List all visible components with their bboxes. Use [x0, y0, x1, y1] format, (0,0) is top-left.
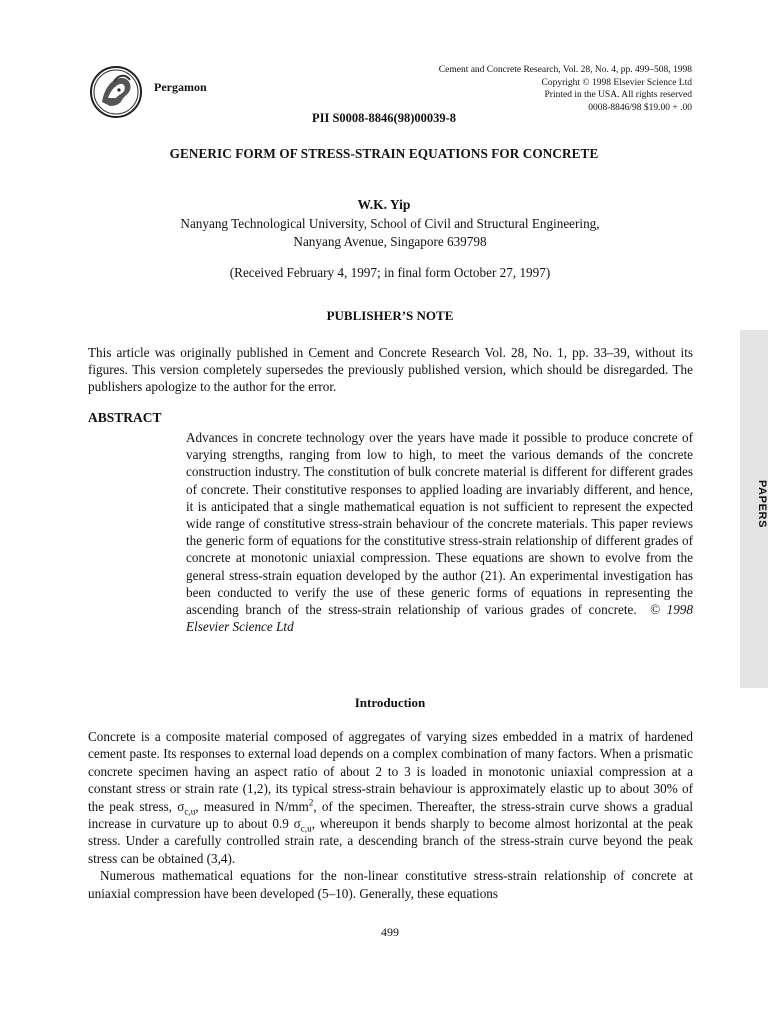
journal-line: Printed in the USA. All rights reserved — [544, 90, 692, 101]
author-affiliation — [100, 215, 680, 251]
text-span: , whereupon it bends sharply to become almost horizontal at the peak stress. Under a carefully controlled strain rate, a descending branch of the stress-strain curve beyond the peak stress can be obtained (3,4). — [88, 816, 694, 866]
paragraph: Numerous mathematical equations for the non-linear constitutive stress-strain relationship of concrete at uniaxial compression have been developed (5–10). Generally, these equations — [88, 868, 693, 901]
journal-line: Cement and Concrete Research, Vol. 28, No. 4, pp. 499–508, 1998 — [438, 65, 692, 75]
abstract-copyright: © 1998 Elsevier Science Ltd — [186, 602, 693, 635]
abstract-heading: ABSTRACT — [88, 410, 162, 425]
affiliation-line: Nanyang Avenue, Singapore 639798 — [293, 234, 487, 249]
introduction-text — [88, 728, 693, 902]
publisher-name: Pergamon — [154, 80, 207, 94]
section-side-label: PAPERS — [756, 480, 768, 529]
abstract-text — [186, 429, 693, 635]
paragraph — [88, 728, 693, 867]
publishers-note-text: This article was originally published in Cement and Concrete Research Vol. 28, No. 1, pp. 33–39, without its figures. This version completely supersedes the previously published version, which should be disregarded. The publishers apologize to the author for the error. — [88, 345, 693, 395]
publishers-note-heading: PUBLISHER’S NOTE — [326, 308, 454, 323]
introduction-heading: Introduction — [354, 695, 426, 710]
affiliation-line: Nanyang Technological University, School of Civil and Structural Engineering, — [180, 216, 600, 231]
received-dates: (Received February 4, 1997; in final form October 27, 1997) — [229, 265, 551, 280]
text-span: , of the specimen. Thereafter, the stress-strain curve shows a gradual increase in curvature up to about 0.9 σ — [88, 798, 693, 832]
subscript: c,u — [184, 806, 196, 817]
article-title: GENERIC FORM OF STRESS-STRAIN EQUATIONS FOR CONCRETE — [169, 146, 599, 161]
journal-citation — [352, 64, 692, 114]
subscript: c,u — [300, 823, 312, 834]
abstract-body: Advances in concrete technology over the years have made it possible to produce concrete of varying strengths, ranging from low to high, to meet the various demands of the concrete construction industry. The constitution of bulk concrete material is different for different grades of concrete. Their constitutive responses to applied loading are invariably different, and hence, it is anticipated that a single mathematical equation is not sufficient to represent the expected wide range of constitutive stress-strain behaviour of the concrete materials. This paper reviews the generic form of equations for the constitutive stress-strain relationship of different grades of concrete at monotonic uniaxial compression. These equations are shown to evolve from the general stress-strain equation developed by the author (21). An experimental investigation has been conducted to verify the use of these generic forms of equations in representing the ascending branch of the stress-strain relationship of various grades of concrete. — [186, 430, 693, 618]
page-number: 499 — [381, 925, 399, 939]
author-name: W.K. Yip — [357, 197, 411, 212]
text-span: Concrete is a composite material composed of aggregates of varying sizes embedded in a matrix of hardened cement paste. Its responses to external load depends on a complex combination of many factors. When a prismatic concrete specimen having an aspect ratio of about 2 to 3 is loaded in monotonic uniaxial compression at a constant stress or strain rate (1,2), its typical stress-strain behaviour is approximately elastic up to about 30% of the peak stress, σ — [88, 729, 693, 814]
journal-line: 0008-8846/98 $19.00 + .00 — [588, 102, 692, 113]
text-span: , measured in N/mm — [195, 798, 309, 814]
helmet-head-icon — [92, 68, 140, 116]
journal-line: Copyright © 1998 Elsevier Science Ltd — [541, 77, 692, 88]
pii-identifier: PII S0008-8846(98)00039-8 — [311, 111, 457, 125]
superscript: 2 — [308, 797, 314, 808]
